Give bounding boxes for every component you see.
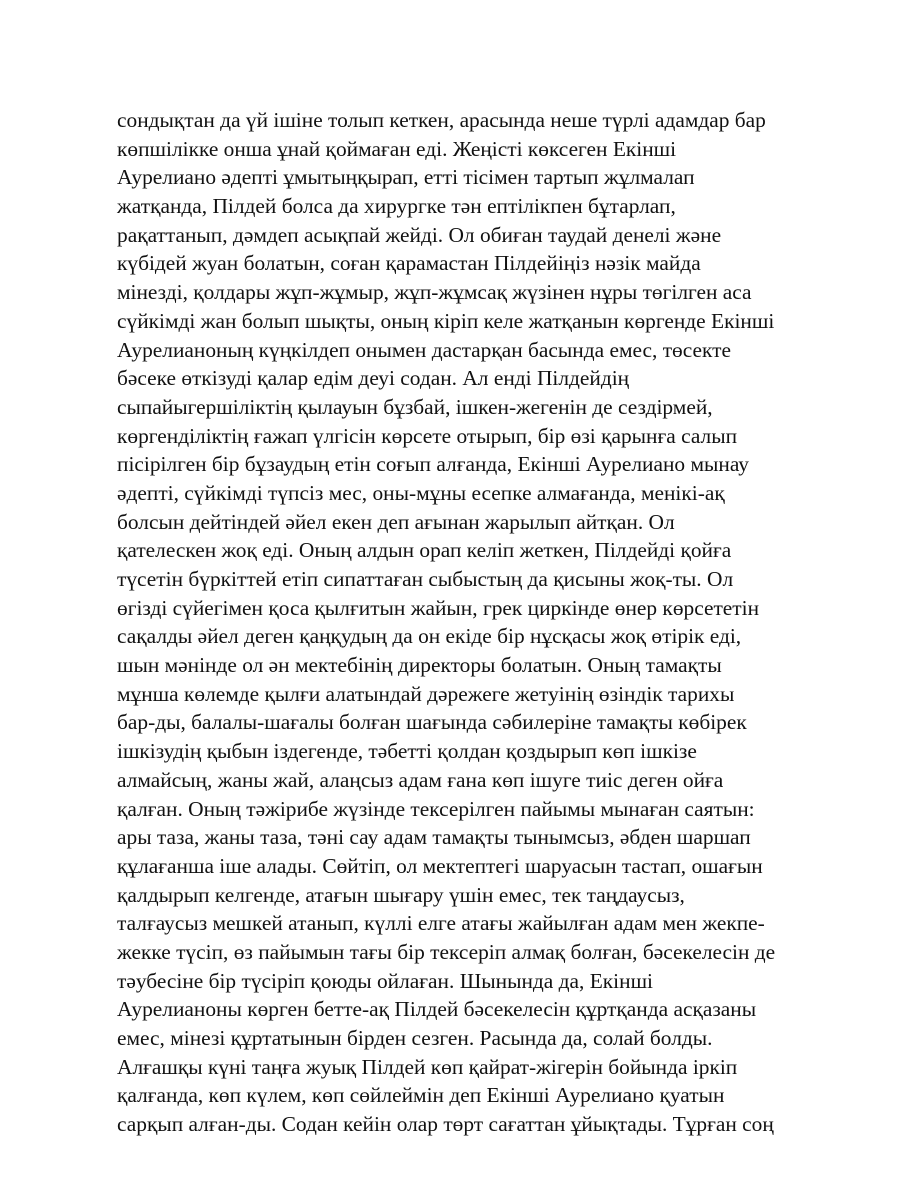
text-line: бар-ды, балалы-шағалы болған шағында сәбилеріне тамақты көбірек <box>117 710 747 735</box>
text-line: Алғашқы күні таңға жуық Пілдей көп қайрат-жігерін бойында іркіп <box>117 1054 738 1079</box>
text-line: көргенділіктің ғажап үлгісін көрсете отырып, бір өзі қарынға салып <box>117 423 738 448</box>
text-line: жекке түсіп, өз пайымын тағы бір тексеріп алмақ болған, бәсекелесін де <box>117 939 776 964</box>
text-line: Аурелиано әдепті ұмытыңқырап, етті тісімен тартып жұлмалап <box>117 165 695 190</box>
text-line: сондықтан да үй ішіне толып кеткен, арасында неше түрлі адамдар бар <box>117 108 766 132</box>
text-line: болсын дейтіндей әйел екен деп ағынан жарылып айтқан. Ол <box>117 509 675 534</box>
text-line: талғаусыз мешкей атанып, күллі елге атағы жайылған адам мен жекпе- <box>117 911 765 936</box>
text-line: әдепті, сүйкімді түпсіз мес, оны-мұны есепке алмағанда, менікі-ақ <box>117 480 725 505</box>
text-line: шын мәнінде ол ән мектебінің директоры болатын. Оның тамақты <box>117 653 722 678</box>
text-line: пісірілген бір бұзаудың етін соғып алғанда, Екінші Аурелиано мынау <box>117 452 749 477</box>
text-line: бәсеке өткізуді қалар едім деуі содан. Ал енді Пілдейдің <box>117 366 630 391</box>
text-line: қалғанда, көп күлем, көп сөйлеймін деп Екінші Аурелиано қуатын <box>117 1083 725 1108</box>
text-line: жатқанда, Пілдей болса да хирургке тән ептілікпен бұтарлап, <box>117 194 676 219</box>
text-line: рақаттанып, дәмдеп асықпай жейді. Ол обиған таудай денелі және <box>117 222 722 247</box>
text-line: өгізді сүйегімен қоса қылғитын жайын, грек циркінде өнер көрсететін <box>117 595 760 620</box>
text-line: көпшілікке онша ұнай қоймаған еді. Жеңісті көксеген Екінші <box>117 136 677 161</box>
text-line: қалған. Оның тәжірибе жүзінде тексерілген пайымы мынаған саятын: <box>117 796 755 821</box>
text-line: құлағанша іше алады. Сөйтіп, ол мектептегі шаруасын тастап, ошағын <box>117 853 763 878</box>
text-line: сыпайыгершіліктің қылауын бұзбай, ішкен-жегенін де сездірмей, <box>117 394 713 419</box>
text-line: Аурелианоның күңкілдеп онымен дастарқан басында емес, төсекте <box>117 337 731 362</box>
text-line: емес, мінезі құртатынын бірден сезген. Расында да, солай болды. <box>117 1026 713 1050</box>
text-line: тәубесіне бір түсіріп қоюды ойлаған. Шынында да, Екінші <box>117 968 653 993</box>
text-line: түсетін бүркіттей етіп сипаттаған сыбыстың да қисыны жоқ-ты. Ол <box>117 567 734 591</box>
text-line: алмайсың, жаны жай, алаңсыз адам ғана көп ішуге тиіс деген ойға <box>117 767 724 792</box>
text-line: ішкізудің қыбын іздегенде, тәбетті қолдан қоздырып көп ішкізе <box>117 739 697 764</box>
text-line: сүйкімді жан болып шықты, оның кіріп келе жатқанын көргенде Екінші <box>117 308 775 333</box>
text-line: мінезді, қолдары жұп-жұмыр, жұп-жұмсақ жүзінен нұры төгілген аса <box>117 280 752 305</box>
text-line: қалдырып келгенде, атағын шығару үшін емес, тек таңдаусыз, <box>117 882 685 907</box>
text-line: күбідей жуан болатын, соған қарамастан Пілдейіңіз нәзік майда <box>117 251 701 276</box>
body-text <box>117 106 817 1139</box>
text-line: сақалды әйел деген қаңқудың да он екіде бір нұсқасы жоқ өтірік еді, <box>117 624 742 649</box>
text-line: қателескен жоқ еді. Оның алдын орап келіп жеткен, Пілдейді қойға <box>117 538 732 563</box>
text-line: мұнша көлемде қылғи алатындай дәрежеге жетуінің өзіндік тарихы <box>117 681 735 706</box>
text-line: Аурелианоны көрген бетте-ақ Пілдей бәсекелесін құртқанда асқазаны <box>117 997 757 1022</box>
text-line: сарқып алған-ды. Содан кейін олар төрт сағаттан ұйықтады. Тұрған соң <box>117 1112 774 1137</box>
text-line: ары таза, жаны таза, тәні сау адам тамақты тынымсыз, әбден шаршап <box>117 825 751 850</box>
